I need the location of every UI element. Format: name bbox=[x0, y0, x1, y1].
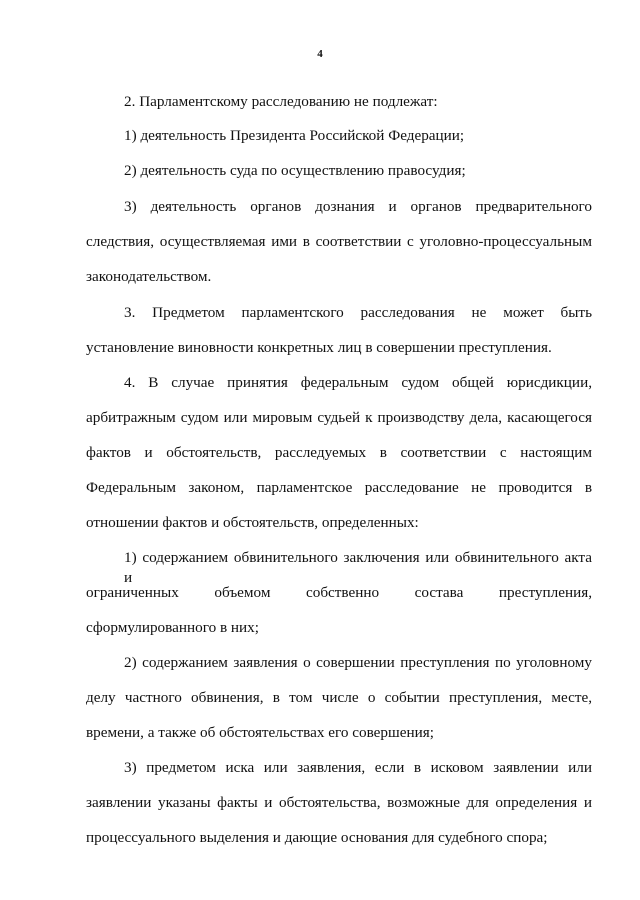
text-line: делу частного обвинения, в том числе о событии преступления, месте, bbox=[86, 689, 592, 706]
text-line: арбитражным судом или мировым судьей к производству дела, касающегося bbox=[86, 409, 592, 426]
text-line: процессуального выделения и дающие основания для судебного спора; bbox=[86, 829, 548, 846]
text-line: заявлении указаны факты и обстоятельства, возможные для определения и bbox=[86, 794, 592, 811]
text-line: законодательством. bbox=[86, 268, 212, 285]
text-line: 1) содержанием обвинительного заключения или обвинительного акта и bbox=[124, 549, 592, 586]
text-line: установление виновности конкретных лиц в совершении преступления. bbox=[86, 339, 552, 356]
text-line: 4. В случае принятия федеральным судом общей юрисдикции, bbox=[124, 374, 592, 391]
text-line: 3. Предметом парламентского расследования не может быть bbox=[124, 304, 592, 321]
text-line: 3) деятельность органов дознания и органов предварительного bbox=[124, 198, 592, 215]
text-line: следствия, осуществляемая ими в соответствии с уголовно-процессуальным bbox=[86, 233, 592, 250]
text-line: 2) содержанием заявления о совершении преступления по уголовному bbox=[124, 654, 592, 671]
page-number: 4 bbox=[317, 48, 323, 60]
text-line: 3) предметом иска или заявления, если в исковом заявлении или bbox=[124, 759, 592, 776]
text-line: 2) деятельность суда по осуществлению правосудия; bbox=[124, 162, 466, 179]
text-line: отношении фактов и обстоятельств, определенных: bbox=[86, 514, 419, 531]
text-line: времени, а также об обстоятельствах его совершения; bbox=[86, 724, 434, 741]
text-line: 2. Парламентскому расследованию не подлежат: bbox=[124, 93, 438, 110]
text-line: Федеральным законом, парламентское расследование не проводится в bbox=[86, 479, 592, 496]
text-line: 1) деятельность Президента Российской Федерации; bbox=[124, 127, 465, 144]
text-line: сформулированного в них; bbox=[86, 619, 259, 636]
text-line: фактов и обстоятельств, расследуемых в соответствии с настоящим bbox=[86, 444, 592, 461]
text-line: ограниченных объемом собственно состава преступления, bbox=[86, 584, 592, 601]
